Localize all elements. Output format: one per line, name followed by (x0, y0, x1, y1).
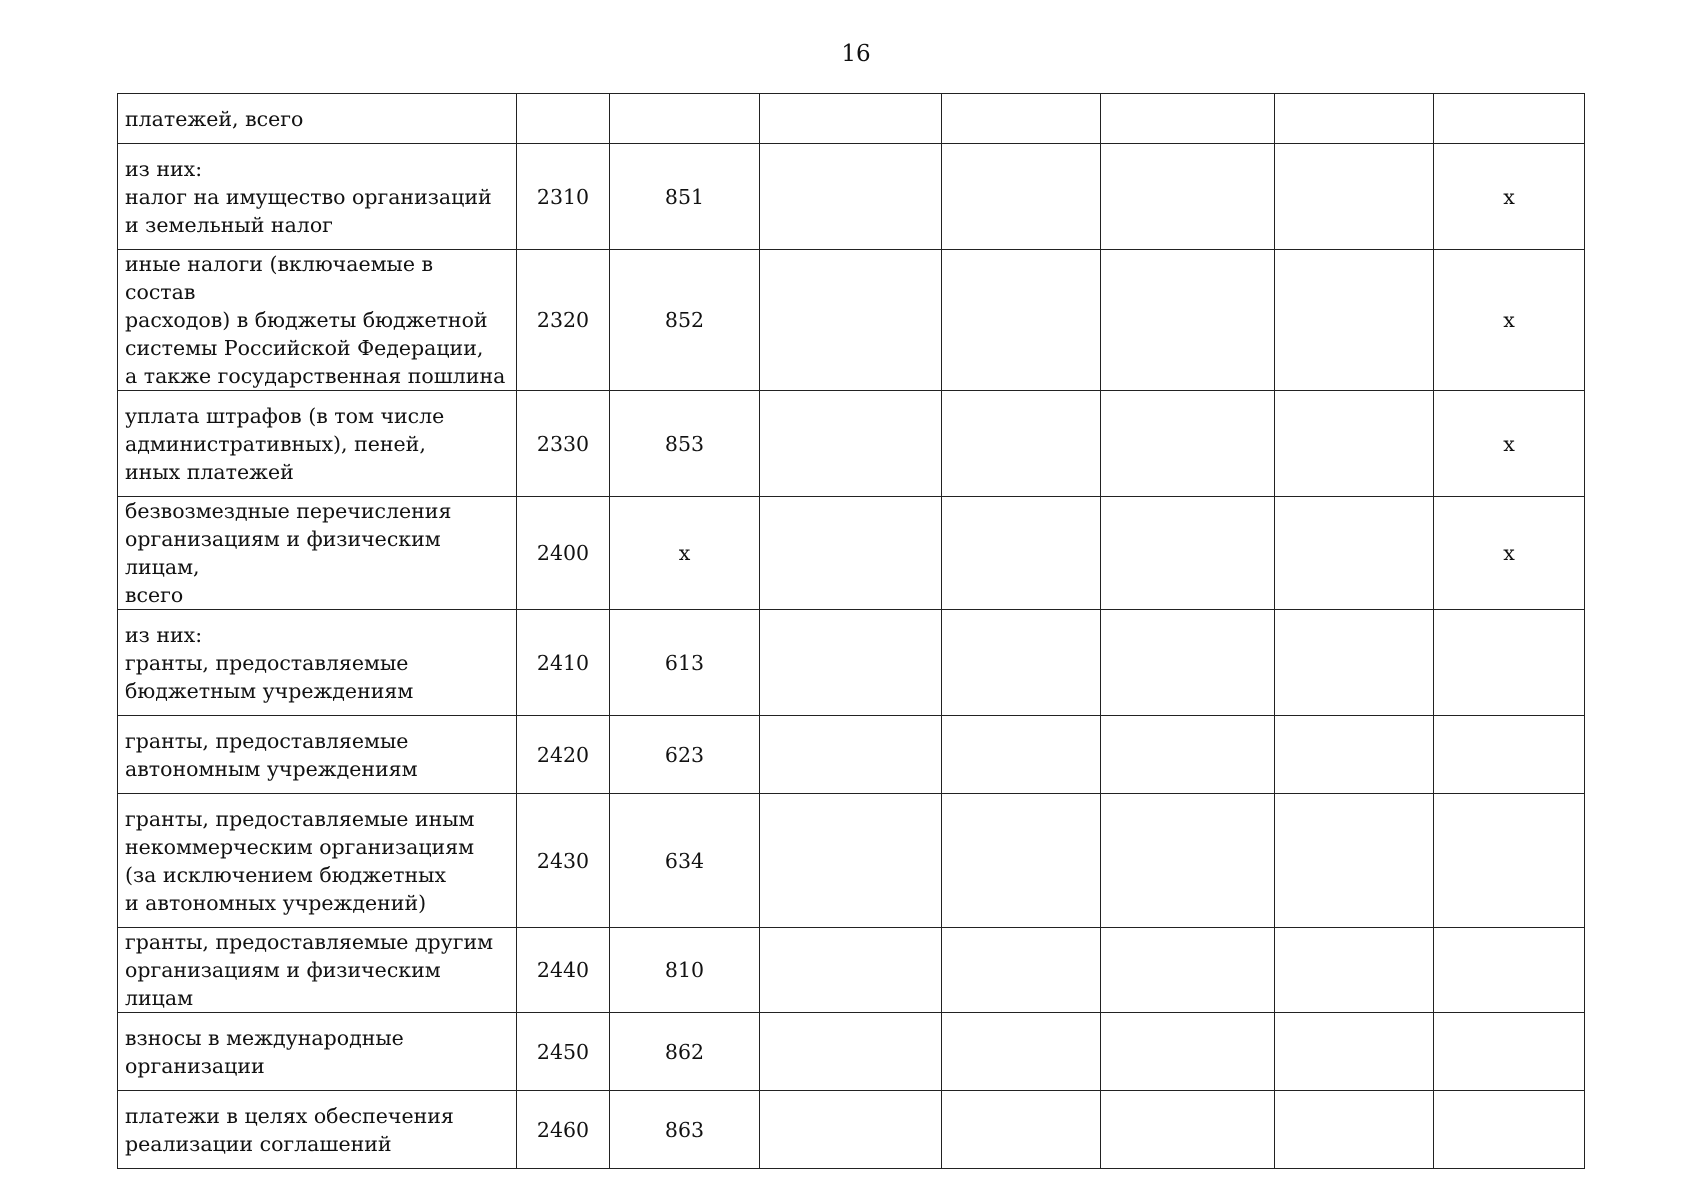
budget-table (117, 93, 1585, 1169)
value-cell: х (1434, 391, 1585, 497)
value-cell (1101, 250, 1275, 391)
kbk-code-cell: 853 (610, 391, 760, 497)
value-cell (1434, 1013, 1585, 1091)
value-cell (942, 497, 1101, 610)
value-cell (760, 1013, 942, 1091)
value-cell (760, 391, 942, 497)
value-cell (760, 497, 942, 610)
value-cell (1101, 928, 1275, 1013)
table-row (118, 928, 1585, 1013)
page-number: 16 (841, 41, 871, 67)
table-row (118, 144, 1585, 250)
kbk-code-cell: 862 (610, 1013, 760, 1091)
value-cell (760, 928, 942, 1013)
value-cell (1101, 610, 1275, 716)
value-cell (1101, 716, 1275, 794)
row-name-cell: взносы в международные организации (118, 1013, 517, 1091)
value-cell (942, 250, 1101, 391)
value-cell (760, 794, 942, 928)
value-cell (760, 716, 942, 794)
value-cell (760, 610, 942, 716)
row-name-cell: из них: налог на имущество организаций и земельный налог (118, 144, 517, 250)
value-cell (1275, 1013, 1434, 1091)
row-name-cell: иные налоги (включаемые в состав расходов) в бюджеты бюджетной системы Российской Федерации, а также государственная пошлина (118, 250, 517, 391)
value-cell (1101, 497, 1275, 610)
value-cell (1275, 928, 1434, 1013)
row-name-cell: безвозмездные перечисления организациям и физическим лицам, всего (118, 497, 517, 610)
value-cell (942, 928, 1101, 1013)
value-cell: х (1434, 250, 1585, 391)
table-row (118, 1091, 1585, 1169)
value-cell (1275, 391, 1434, 497)
value-cell (1275, 94, 1434, 144)
table-body (118, 94, 1585, 1169)
value-cell (1101, 391, 1275, 497)
row-code-cell: 2430 (517, 794, 610, 928)
value-cell (760, 1091, 942, 1169)
table-row (118, 497, 1585, 610)
row-code-cell: 2400 (517, 497, 610, 610)
value-cell (1434, 794, 1585, 928)
value-cell (1275, 144, 1434, 250)
value-cell (1275, 497, 1434, 610)
value-cell (942, 610, 1101, 716)
value-cell (1101, 144, 1275, 250)
value-cell (942, 94, 1101, 144)
value-cell (1434, 1091, 1585, 1169)
value-cell (1275, 716, 1434, 794)
value-cell (1434, 610, 1585, 716)
value-cell (1101, 94, 1275, 144)
kbk-code-cell: 852 (610, 250, 760, 391)
value-cell (942, 794, 1101, 928)
row-code-cell: 2450 (517, 1013, 610, 1091)
value-cell (1101, 1091, 1275, 1169)
row-code-cell: 2420 (517, 716, 610, 794)
row-code-cell: 2310 (517, 144, 610, 250)
value-cell (1434, 94, 1585, 144)
table-row (118, 391, 1585, 497)
value-cell (942, 144, 1101, 250)
kbk-code-cell: 810 (610, 928, 760, 1013)
row-name-cell: гранты, предоставляемые иным некоммерческим организациям (за исключением бюджетных и автономных учреждений) (118, 794, 517, 928)
kbk-code-cell (610, 94, 760, 144)
row-name-cell: уплата штрафов (в том числе административных), пеней, иных платежей (118, 391, 517, 497)
row-name-cell: платежи в целях обеспечения реализации соглашений (118, 1091, 517, 1169)
value-cell (1275, 610, 1434, 716)
row-name-cell: платежей, всего (118, 94, 517, 144)
row-code-cell: 2410 (517, 610, 610, 716)
value-cell (760, 250, 942, 391)
value-cell (1275, 794, 1434, 928)
value-cell (942, 1013, 1101, 1091)
row-name-cell: гранты, предоставляемые автономным учреждениям (118, 716, 517, 794)
value-cell (942, 391, 1101, 497)
row-code-cell: 2460 (517, 1091, 610, 1169)
value-cell (1275, 1091, 1434, 1169)
table-row (118, 610, 1585, 716)
value-cell (1101, 1013, 1275, 1091)
value-cell (1434, 716, 1585, 794)
row-name-cell: из них: гранты, предоставляемые бюджетным учреждениям (118, 610, 517, 716)
value-cell: х (1434, 497, 1585, 610)
value-cell (1101, 794, 1275, 928)
row-code-cell: 2440 (517, 928, 610, 1013)
table-row (118, 716, 1585, 794)
kbk-code-cell: х (610, 497, 760, 610)
value-cell (1275, 250, 1434, 391)
kbk-code-cell: 634 (610, 794, 760, 928)
value-cell (942, 1091, 1101, 1169)
kbk-code-cell: 851 (610, 144, 760, 250)
value-cell: х (1434, 144, 1585, 250)
row-code-cell: 2320 (517, 250, 610, 391)
kbk-code-cell: 863 (610, 1091, 760, 1169)
kbk-code-cell: 623 (610, 716, 760, 794)
table-row (118, 250, 1585, 391)
table-row (118, 1013, 1585, 1091)
row-name-cell: гранты, предоставляемые другим организациям и физическим лицам (118, 928, 517, 1013)
value-cell (760, 94, 942, 144)
table-row (118, 94, 1585, 144)
kbk-code-cell: 613 (610, 610, 760, 716)
value-cell (760, 144, 942, 250)
row-code-cell (517, 94, 610, 144)
value-cell (942, 716, 1101, 794)
table-row (118, 794, 1585, 928)
value-cell (1434, 928, 1585, 1013)
row-code-cell: 2330 (517, 391, 610, 497)
